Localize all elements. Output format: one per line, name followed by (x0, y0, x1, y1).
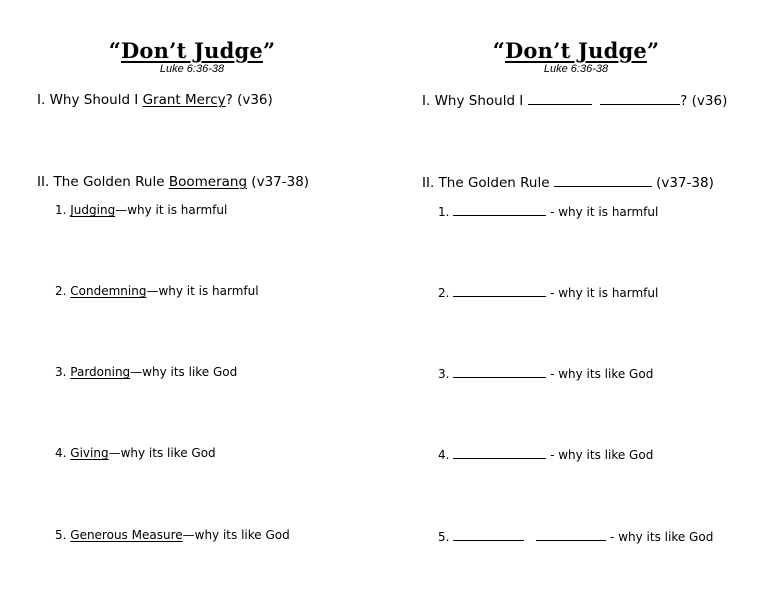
item-number: 2. (55, 284, 71, 298)
heading-suffix: (v37-38) (247, 174, 310, 190)
heading-answer: Boomerang (168, 174, 248, 190)
item-answer: Condemning (70, 284, 147, 298)
scripture-reference: Luke 6:36-38 (543, 63, 609, 75)
title-quote-close: ” (262, 38, 276, 63)
list-item (438, 284, 658, 300)
fill-in-blank[interactable] (600, 92, 680, 105)
heading-prefix: II. The Golden Rule (422, 175, 554, 191)
item-number: 5. (55, 528, 71, 542)
fill-in-blank[interactable] (453, 528, 524, 541)
item-number: 5. (438, 530, 454, 544)
item-suffix: —why its like God (108, 446, 216, 460)
heading-suffix: ? (v36) (225, 92, 273, 108)
list-item (438, 528, 713, 544)
fill-in-blank[interactable] (528, 92, 592, 105)
list-item (55, 446, 216, 460)
item-suffix: - why its like God (546, 448, 654, 462)
list-item (55, 203, 227, 217)
item-answer: Judging (70, 203, 116, 217)
fill-in-blank[interactable] (453, 284, 546, 297)
item-number: 4. (438, 448, 454, 462)
item-suffix: - why it is harmful (546, 286, 659, 300)
section-2-heading (37, 174, 309, 190)
heading-suffix: ? (v36) (680, 93, 728, 109)
section-2-heading (422, 174, 714, 191)
title-quote-open: “ (108, 38, 122, 63)
item-number: 1. (55, 203, 71, 217)
item-suffix: —why it is harmful (146, 284, 259, 298)
title-quote-open: “ (492, 38, 506, 63)
list-item (55, 365, 237, 379)
item-suffix: —why its like God (182, 528, 290, 542)
item-number: 1. (438, 205, 454, 219)
page-title (0, 38, 384, 63)
title-quote-close: ” (646, 38, 660, 63)
list-item (438, 365, 653, 381)
fill-in-blank[interactable] (453, 203, 546, 216)
item-answer: Generous Measure (70, 528, 183, 542)
item-answer: Pardoning (70, 365, 131, 379)
item-suffix: - why it is harmful (546, 205, 659, 219)
heading-prefix: I. Why Should I (422, 93, 528, 109)
list-item (438, 203, 658, 219)
fill-in-blank[interactable] (536, 528, 606, 541)
heading-prefix: II. The Golden Rule (37, 174, 169, 190)
heading-suffix: (v37-38) (651, 175, 714, 191)
item-number: 4. (55, 446, 71, 460)
page-title (384, 38, 768, 63)
item-number: 3. (55, 365, 71, 379)
item-answer: Giving (70, 446, 109, 460)
section-1-heading (422, 92, 727, 109)
section-1-heading (37, 92, 273, 108)
item-suffix: —why it is harmful (115, 203, 228, 217)
list-item (55, 528, 290, 542)
title-text: Don’t Judge (121, 38, 263, 63)
fill-in-blank[interactable] (453, 446, 546, 459)
heading-answer: Grant Mercy (142, 92, 226, 108)
title-text: Don’t Judge (505, 38, 647, 63)
item-suffix: —why its like God (130, 365, 238, 379)
item-number: 2. (438, 286, 454, 300)
item-suffix: - why its like God (546, 367, 654, 381)
list-item (438, 446, 653, 462)
heading-prefix: I. Why Should I (37, 92, 143, 108)
fill-in-blank[interactable] (453, 365, 546, 378)
list-item (55, 284, 259, 298)
worksheet-page (384, 0, 768, 593)
item-suffix: - why its like God (606, 530, 714, 544)
fill-in-blank[interactable] (554, 174, 652, 187)
scripture-reference: Luke 6:36-38 (159, 63, 225, 75)
item-number: 3. (438, 367, 454, 381)
